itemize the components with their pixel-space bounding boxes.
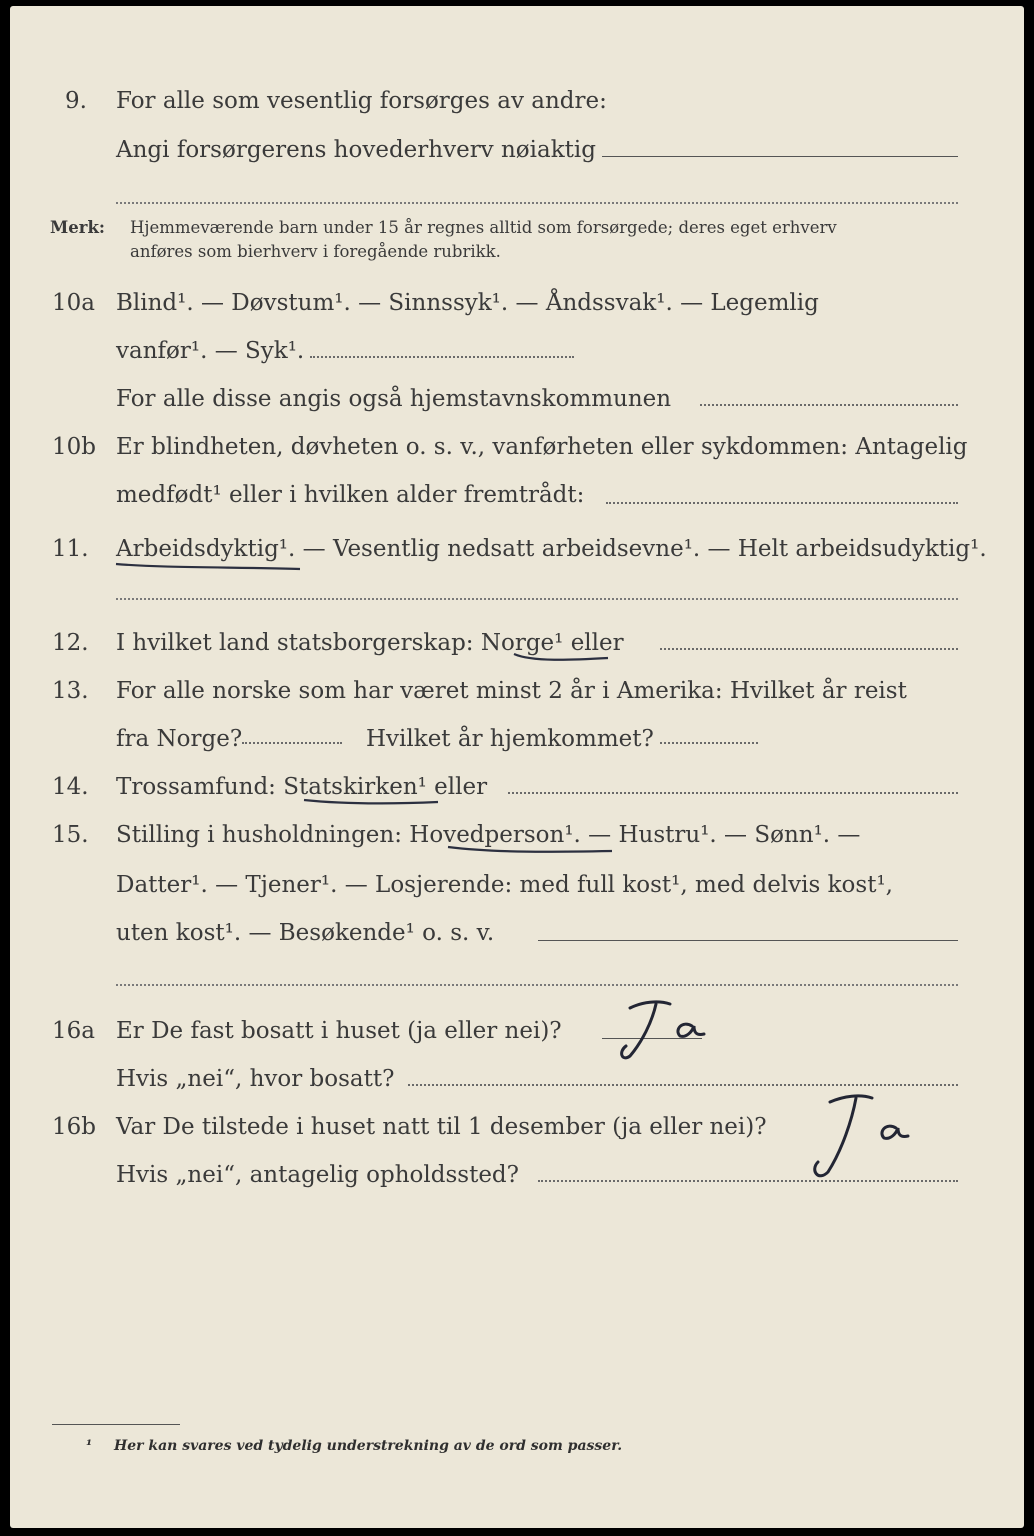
q10b-line1: Er blindheten, døvheten o. s. v., vanførheten eller sykdommen: Antagelig xyxy=(116,434,968,460)
q15-number: 15. xyxy=(52,822,89,848)
q10a-line2: vanfør¹. — Syk¹. xyxy=(116,338,305,364)
q12-answer-line[interactable] xyxy=(660,648,958,650)
q16b-handwritten-ja-icon xyxy=(804,1088,914,1184)
q10a-number: 10a xyxy=(52,290,95,316)
q10a-line1: Blind¹. — Døvstum¹. — Sinnssyk¹. — Åndssvak¹. — Legemlig xyxy=(116,290,819,316)
q14-line1: Trossamfund: Statskirken¹ eller xyxy=(116,774,488,800)
footnote-text: Her kan svares ved tydelig understrekning av de ord som passer. xyxy=(114,1438,623,1454)
q10b-answer-line[interactable] xyxy=(606,502,958,504)
q16b-line1: Var De tilstede i huset natt til 1 desember (ja eller nei)? xyxy=(116,1114,767,1140)
q15-line1: Stilling i husholdningen: Hovedperson¹. — Hustru¹. — Sønn¹. — xyxy=(116,822,861,848)
q11-extra-line[interactable] xyxy=(116,598,958,600)
merk-label: Merk: xyxy=(50,218,105,237)
q15-handwritten-underline xyxy=(446,842,616,858)
footnote-mark: ¹ xyxy=(86,1438,93,1454)
q14-number: 14. xyxy=(52,774,89,800)
q9-line2: Angi forsørgerens hovederhverv nøiaktig xyxy=(116,137,596,163)
q16a-line2: Hvis „nei“, hvor bosatt? xyxy=(116,1066,395,1092)
q16b-handwritten-answer xyxy=(804,1088,914,1184)
q15-line3: uten kost¹. — Besøkende¹ o. s. v. xyxy=(116,920,495,946)
q12-handwritten-underline xyxy=(512,650,612,666)
merk-line1: Hjemmeværende barn under 15 år regnes alltid som forsørgede; deres eget erhverv xyxy=(130,218,837,237)
q14-answer-line[interactable] xyxy=(508,792,958,794)
q16b-number: 16b xyxy=(52,1114,96,1140)
q16a-number: 16a xyxy=(52,1018,95,1044)
q11-handwritten-underline xyxy=(114,558,304,574)
q13-line1: For alle norske som har været minst 2 år i Amerika: Hvilket år reist xyxy=(116,678,907,704)
q15-answer-line[interactable] xyxy=(538,940,958,941)
q13-line2a: fra Norge? xyxy=(116,726,243,752)
q10b-line2: medfødt¹ eller i hvilken alder fremtrådt: xyxy=(116,482,585,508)
q11-line1: Arbeidsdyktig¹. — Vesentlig nedsatt arbeidsevne¹. — Helt arbeidsudyktig¹. xyxy=(116,536,987,562)
q12-number: 12. xyxy=(52,630,89,656)
q16a-line1: Er De fast bosatt i huset (ja eller nei)? xyxy=(116,1018,562,1044)
q16b-opholdssted-answer-line[interactable] xyxy=(538,1180,958,1182)
q16a-bosatt-answer-line[interactable] xyxy=(408,1084,958,1086)
q10a-line3: For alle disse angis også hjemstavnskommunen xyxy=(116,386,672,412)
q9-answer-line[interactable] xyxy=(602,156,958,157)
q13-line2b: Hvilket år hjemkommet? xyxy=(366,726,654,752)
q11-number: 11. xyxy=(52,536,89,562)
q16a-handwritten-ja-icon xyxy=(612,996,712,1066)
q14-handwritten-underline xyxy=(302,794,442,810)
q12-line1: I hvilket land statsborgerskap: Norge¹ eller xyxy=(116,630,624,656)
q10a-syk-answer-line[interactable] xyxy=(310,356,574,358)
q9-line1: For alle som vesentlig forsørges av andre: xyxy=(116,88,607,114)
q13-reist-answer-line[interactable] xyxy=(242,742,342,744)
q9-number: 9. xyxy=(65,88,87,114)
q10b-number: 10b xyxy=(52,434,96,460)
merk-line2: anføres som bierhverv i foregående rubrikk. xyxy=(130,242,501,261)
q9-extra-line[interactable] xyxy=(116,202,958,204)
q16b-line2: Hvis „nei“, antagelig opholdssted? xyxy=(116,1162,519,1188)
q15-line2: Datter¹. — Tjener¹. — Losjerende: med full kost¹, med delvis kost¹, xyxy=(116,872,893,898)
footnote-rule xyxy=(52,1424,180,1425)
q10a-hjemstavn-answer-line[interactable] xyxy=(700,404,958,406)
q13-number: 13. xyxy=(52,678,89,704)
q15-extra-line[interactable] xyxy=(116,984,958,986)
q13-hjemkommet-answer-line[interactable] xyxy=(660,742,758,744)
census-form-page xyxy=(10,6,1024,1528)
q16a-handwritten-answer xyxy=(612,996,712,1066)
